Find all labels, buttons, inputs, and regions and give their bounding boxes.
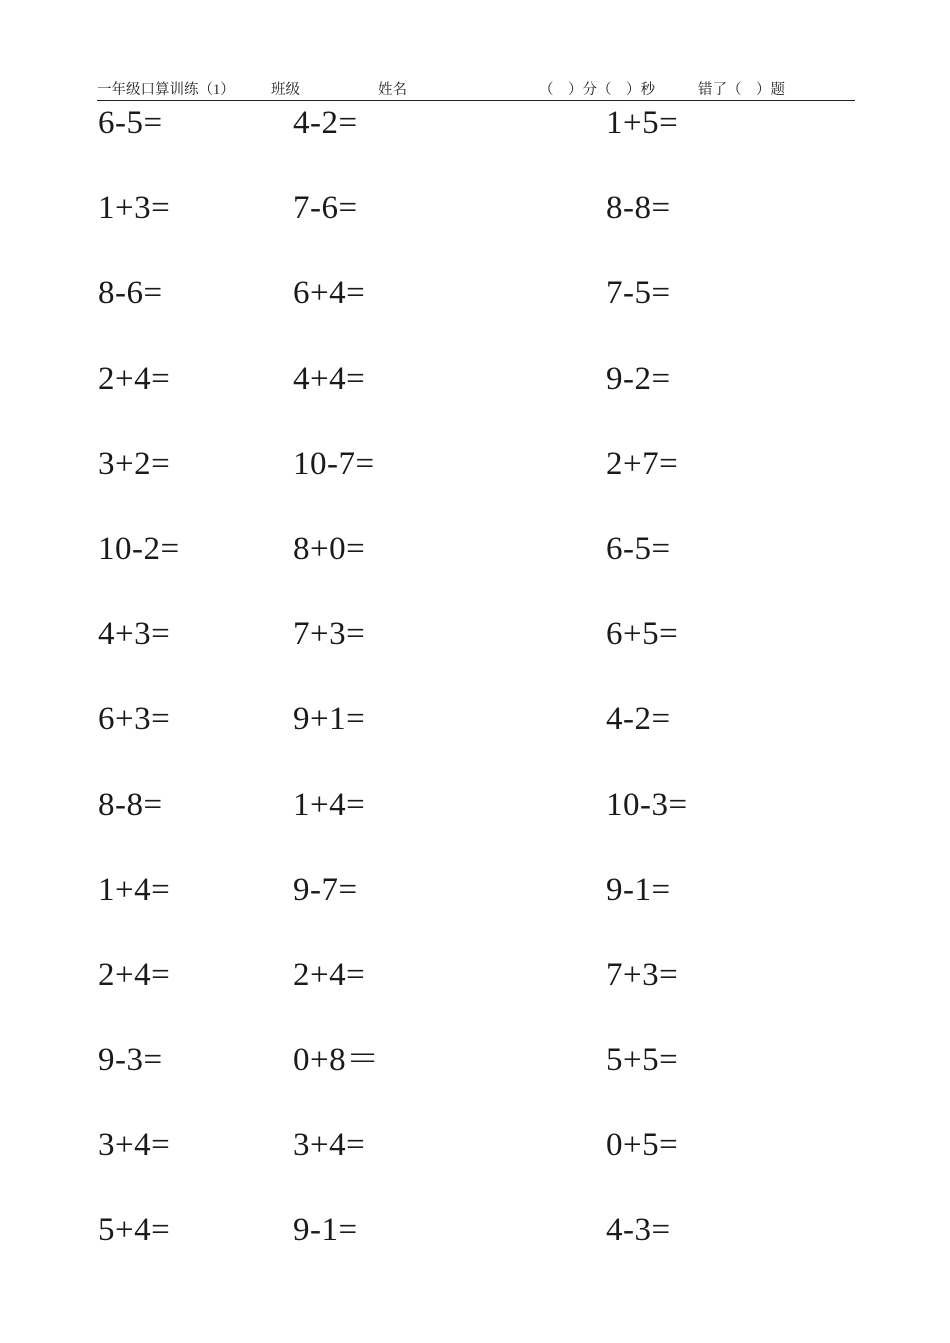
math-problem: 4+3= xyxy=(98,616,171,653)
math-problem: 9-1= xyxy=(606,871,671,908)
math-problem: 6+3= xyxy=(98,701,171,738)
math-problem: 4-2= xyxy=(606,701,671,738)
worksheet-header xyxy=(97,80,855,101)
math-problem: 4-3= xyxy=(606,1212,671,1249)
math-problem: 9-3= xyxy=(98,1042,163,1079)
math-problem: 1+4= xyxy=(98,871,171,908)
math-problem: 3+4= xyxy=(98,1127,171,1164)
math-problem: 3+4= xyxy=(293,1127,366,1164)
math-problem: 8-8= xyxy=(98,786,163,823)
math-problem: 9-7= xyxy=(293,871,358,908)
math-problem: 7-6= xyxy=(293,190,358,227)
math-problem: 7-5= xyxy=(606,275,671,312)
class-field-label: 班级 xyxy=(271,82,300,98)
math-problem: 7+3= xyxy=(606,956,679,993)
math-problem: 6-5= xyxy=(98,105,163,141)
math-problem: 1+3= xyxy=(98,190,171,227)
math-problem: 7+3= xyxy=(293,616,366,653)
math-problem: 6+5= xyxy=(606,616,679,653)
math-problem: 5+5= xyxy=(606,1042,679,1079)
math-problem: 8-8= xyxy=(606,190,671,227)
math-problem: 10-7= xyxy=(293,445,375,482)
math-problem: 8-6= xyxy=(98,275,163,312)
math-problem: 0+8＝ xyxy=(293,1042,380,1079)
math-problem: 2+4= xyxy=(293,956,366,993)
math-problem: 9-2= xyxy=(606,360,671,397)
math-problem: 2+4= xyxy=(98,360,171,397)
math-problem: 2+7= xyxy=(606,445,679,482)
math-problem: 10-3= xyxy=(606,786,688,823)
time-field-label: （ ）分（ ）秒 xyxy=(539,82,655,98)
math-problem: 10-2= xyxy=(98,530,180,567)
math-problem: 8+0= xyxy=(293,530,366,567)
math-problem: 6-5= xyxy=(606,530,671,567)
name-field-label: 姓名 xyxy=(378,82,407,98)
math-problem: 1+5= xyxy=(606,105,679,141)
math-problem: 1+4= xyxy=(293,786,366,823)
math-problem: 4-2= xyxy=(293,105,358,141)
math-problem: 5+4= xyxy=(98,1212,171,1249)
math-problem: 9+1= xyxy=(293,701,366,738)
math-problem: 9-1= xyxy=(293,1212,358,1249)
problem-grid xyxy=(0,101,950,1301)
math-problem: 4+4= xyxy=(293,360,366,397)
math-problem: 0+5= xyxy=(606,1127,679,1164)
math-problem: 6+4= xyxy=(293,275,366,312)
wrong-count-label: 错了（ ）题 xyxy=(698,82,785,98)
math-problem: 3+2= xyxy=(98,445,171,482)
math-problem: 2+4= xyxy=(98,956,171,993)
worksheet-title: 一年级口算训练（1） xyxy=(97,82,235,98)
